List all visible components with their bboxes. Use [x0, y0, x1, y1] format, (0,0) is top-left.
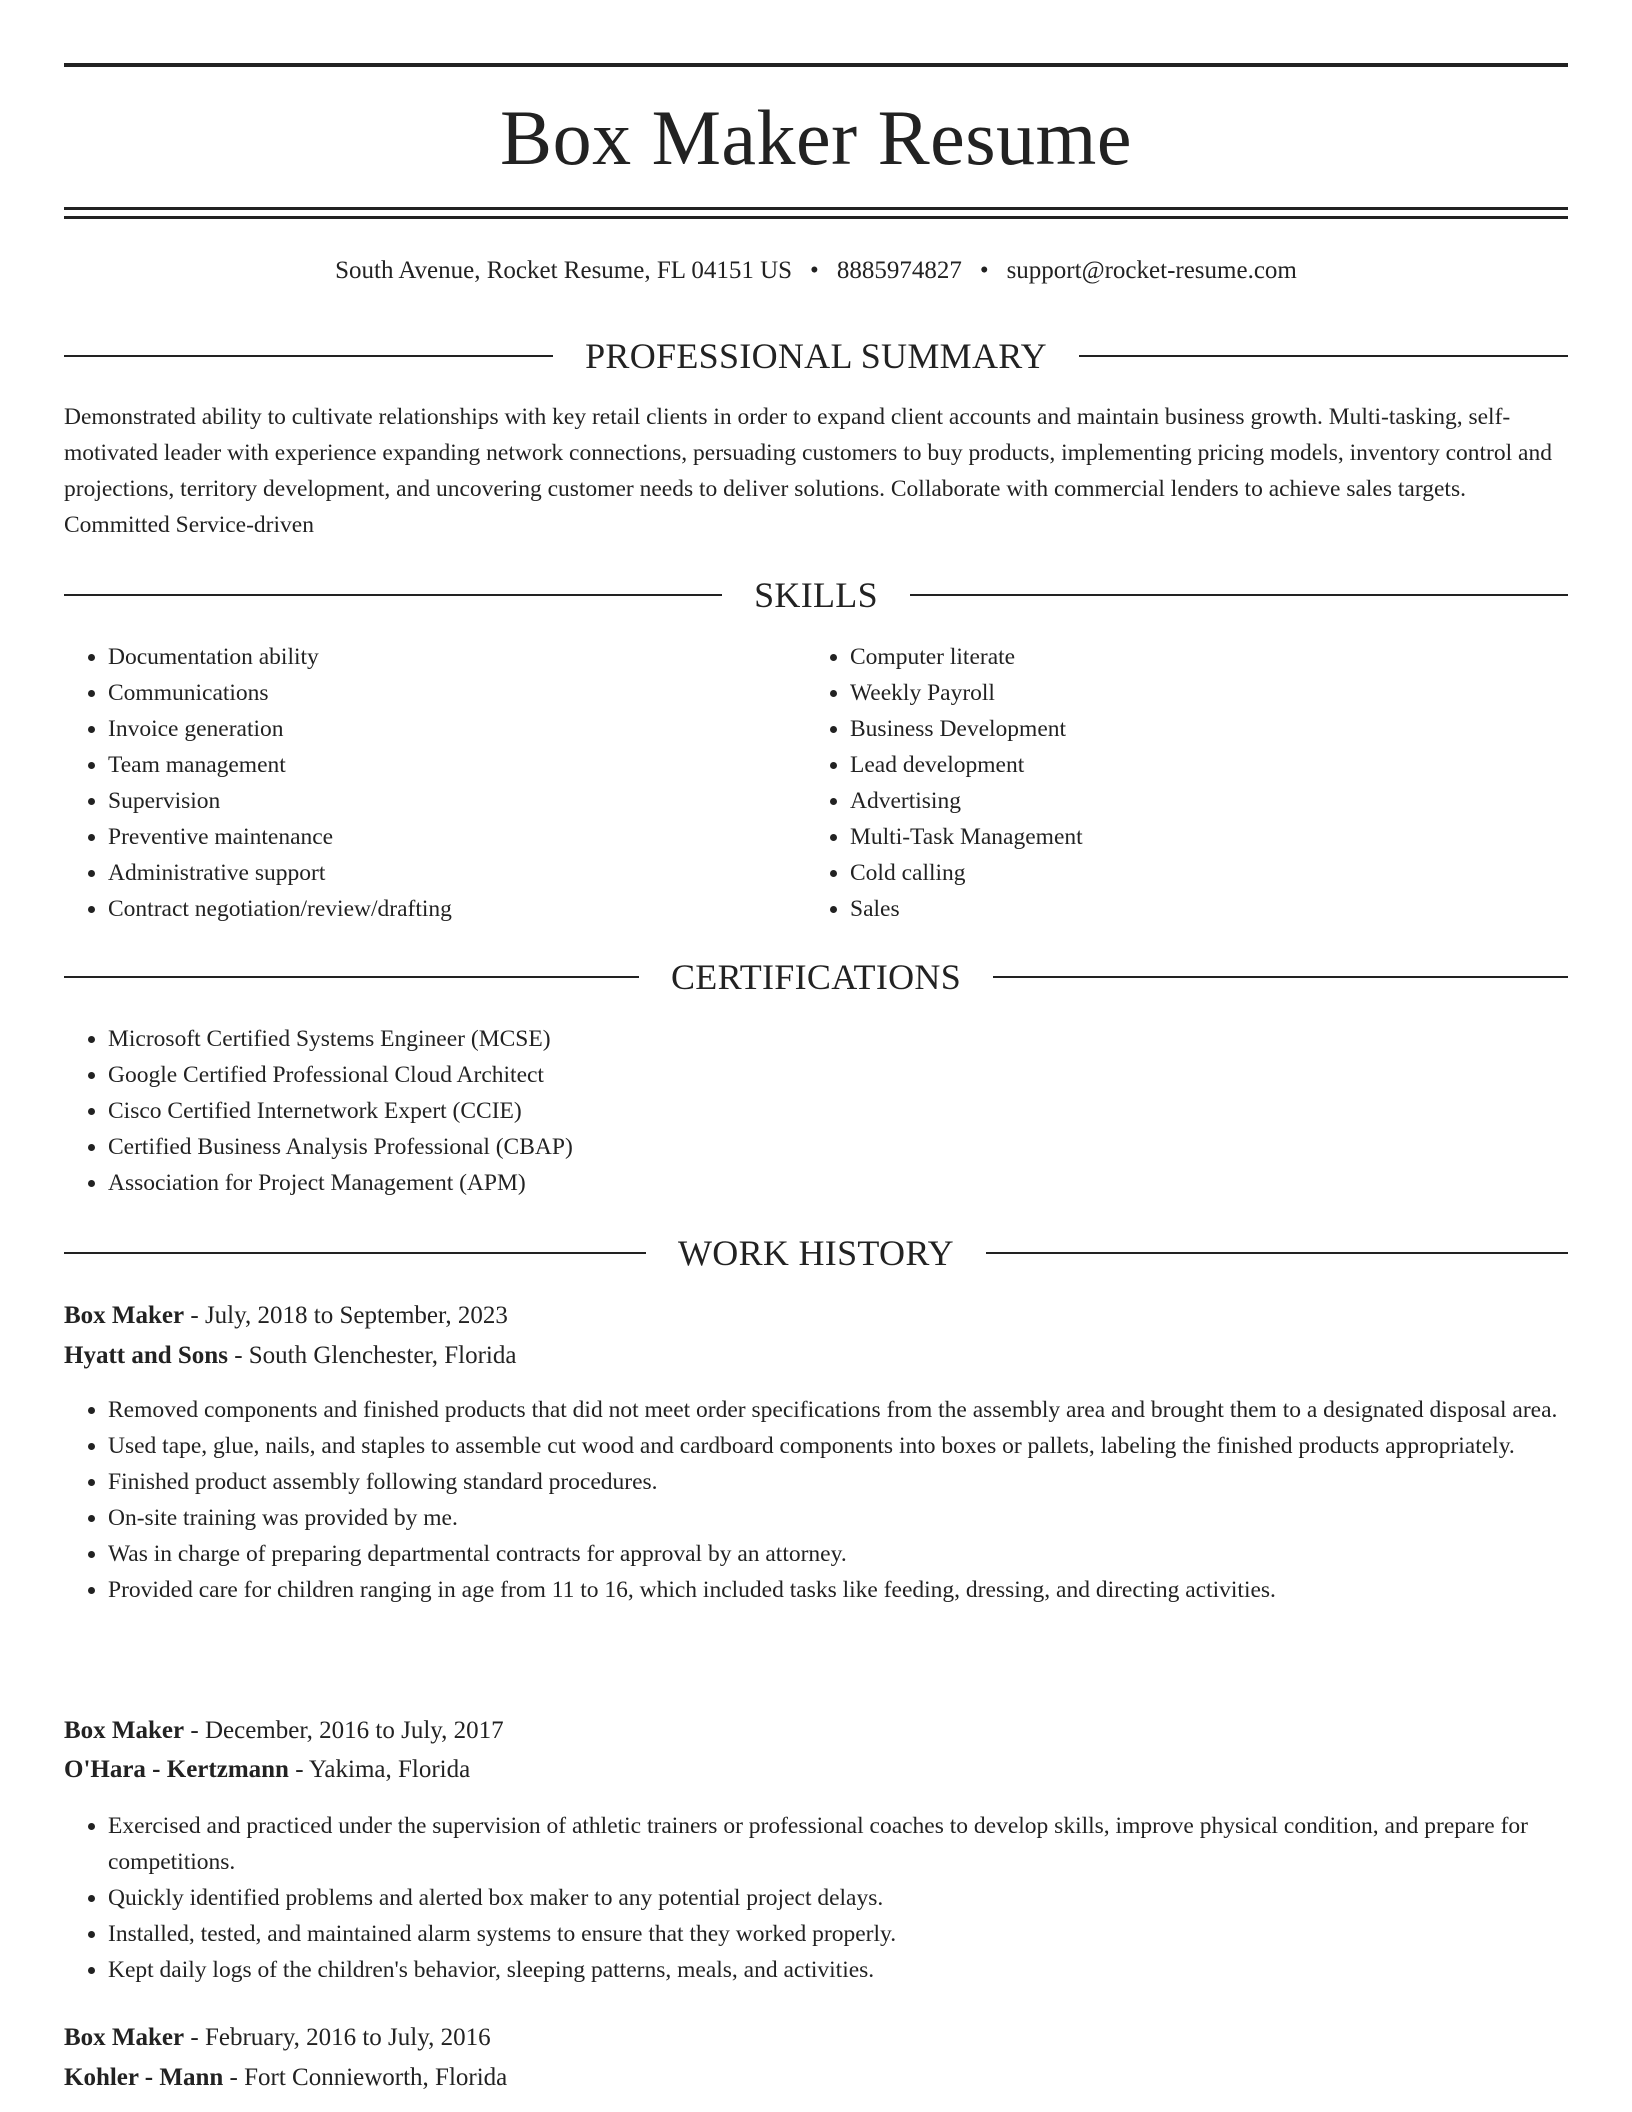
certification-item: • Certified Business Analysis Professional (CBAP) — [108, 1129, 1568, 1165]
skill-item: • Weekly Payroll — [850, 675, 1550, 711]
job-location: - Yakima, Florida — [288, 1756, 471, 1783]
skill-item: • Advertising — [850, 783, 1550, 819]
summary-heading — [64, 336, 1568, 376]
header-double-rule-lower — [64, 216, 1568, 219]
header-double-rule-upper — [64, 207, 1568, 210]
certifications-heading-label: CERTIFICATIONS — [670, 957, 962, 997]
skill-item: • Multi-Task Management — [850, 819, 1550, 855]
skill-item: • Preventive maintenance — [108, 819, 808, 855]
job-title-line — [64, 1298, 1568, 1334]
skill-item: • Supervision — [108, 783, 808, 819]
summary-text: Demonstrated ability to cultivate relationships with key retail clients in order to expand client accounts and maintain business growth. Multi-tasking, self-motivated leader with experience expanding network connections, persuading customers to buy products, implementing pricing models, inventory control and projections, territory development, and uncovering customer needs to deliver solutions. Collaborate with commercial lenders to achieve sales targets. Committed Service-driven — [64, 404, 1552, 538]
contact-separator: • — [979, 257, 989, 284]
job-bullet: • Provided care for children ranging in age from 11 to 16, which included tasks like feeding, dressing, and directing activities. — [108, 1572, 1568, 1608]
certification-item: • Cisco Certified Internetwork Expert (CCIE) — [108, 1093, 1568, 1129]
job-dates: - December, 2016 to July, 2017 — [184, 1717, 504, 1744]
certifications-heading — [64, 957, 1568, 997]
job-dates: - February, 2016 to July, 2016 — [184, 2024, 491, 2051]
skill-item: • Sales — [850, 891, 1550, 927]
skill-item: • Lead development — [850, 747, 1550, 783]
contact-separator: • — [810, 257, 819, 284]
skill-item: • Computer literate — [850, 639, 1550, 675]
job-location: - Fort Connieworth, Florida — [223, 2064, 508, 2091]
job-company-line — [64, 1338, 1568, 1374]
certification-item: • Microsoft Certified Systems Engineer (MCSE) — [108, 1021, 1568, 1057]
contact-phone: 8885974827 — [836, 257, 962, 284]
skills-heading-label: SKILLS — [754, 575, 878, 615]
skill-item: • Contract negotiation/review/drafting — [108, 891, 808, 927]
job-company: Hyatt and Sons — [64, 1342, 228, 1369]
job-company-line — [64, 1752, 1568, 1788]
job-role: Box Maker — [64, 1717, 185, 1744]
job-role: Box Maker — [64, 1302, 185, 1329]
job-bullet: • Removed components and finished products that did not meet order specifications from the assembly area and brought them to a designated disposal area. — [108, 1392, 1568, 1428]
job-title-line — [64, 2020, 1568, 2056]
skill-item: • Administrative support — [108, 855, 808, 891]
summary-heading-label: PROFESSIONAL SUMMARY — [585, 336, 1047, 376]
certification-item: • Association for Project Management (APM) — [108, 1165, 1568, 1201]
job-dates: - July, 2018 to September, 2023 — [184, 1302, 508, 1329]
heading-rule-right — [1079, 355, 1568, 357]
heading-rule-right — [986, 1252, 1568, 1254]
skill-item: • Team management — [108, 747, 808, 783]
contact-line — [64, 254, 1568, 288]
job-bullets — [64, 1808, 1568, 1988]
job-bullets — [64, 1392, 1568, 1608]
skill-item: • Business Development — [850, 711, 1550, 747]
heading-rule-left — [64, 1252, 646, 1254]
job-bullet: • Finished product assembly following standard procedures. — [108, 1464, 1568, 1500]
work-history-heading-label: WORK HISTORY — [678, 1233, 954, 1273]
page-title: Box Maker Resume — [500, 94, 1132, 181]
job-role: Box Maker — [64, 2024, 185, 2051]
skill-item: • Cold calling — [850, 855, 1550, 891]
contact-email: support@rocket-resume.com — [1006, 257, 1297, 284]
job-bullet: • Installed, tested, and maintained alarm systems to ensure that they worked properly. — [108, 1916, 1568, 1952]
heading-rule-left — [64, 976, 639, 978]
skills-heading — [64, 575, 1568, 615]
work-history-heading — [64, 1233, 1568, 1273]
contact-address: South Avenue, Rocket Resume, FL 04151 US — [335, 257, 793, 284]
job-bullet: • On-site training was provided by me. — [108, 1500, 1568, 1536]
heading-rule-left — [64, 594, 722, 596]
job-bullet: • Kept daily logs of the children's behavior, sleeping patterns, meals, and activities. — [108, 1952, 1568, 1988]
skill-item: • Invoice generation — [108, 711, 808, 747]
header-top-rule — [64, 63, 1568, 67]
job-company-line — [64, 2060, 1568, 2096]
job-bullet: • Exercised and practiced under the supervision of athletic trainers or professional coaches to develop skills, improve physical condition, and prepare for competitions. — [108, 1808, 1568, 1880]
skills-list-right — [806, 639, 1550, 927]
heading-rule-right — [993, 976, 1568, 978]
job-bullet: • Quickly identified problems and alerted box maker to any potential project delays. — [108, 1880, 1568, 1916]
job-bullet: • Used tape, glue, nails, and staples to assemble cut wood and cardboard components into boxes or pallets, labeling the finished products appropriately. — [108, 1428, 1568, 1464]
skill-item: • Documentation ability — [108, 639, 808, 675]
skills-list-left — [64, 639, 808, 927]
job-location: - South Glenchester, Florida — [227, 1342, 517, 1369]
job-title-line — [64, 1713, 1568, 1749]
heading-rule-right — [910, 594, 1568, 596]
heading-rule-left — [64, 355, 553, 357]
job-bullet: • Was in charge of preparing departmental contracts for approval by an attorney. — [108, 1536, 1568, 1572]
certification-item: • Google Certified Professional Cloud Architect — [108, 1057, 1568, 1093]
job-company: O'Hara - Kertzmann — [64, 1756, 289, 1783]
skill-item: • Communications — [108, 675, 808, 711]
certifications-list — [64, 1021, 1568, 1201]
job-company: Kohler - Mann — [64, 2064, 224, 2091]
